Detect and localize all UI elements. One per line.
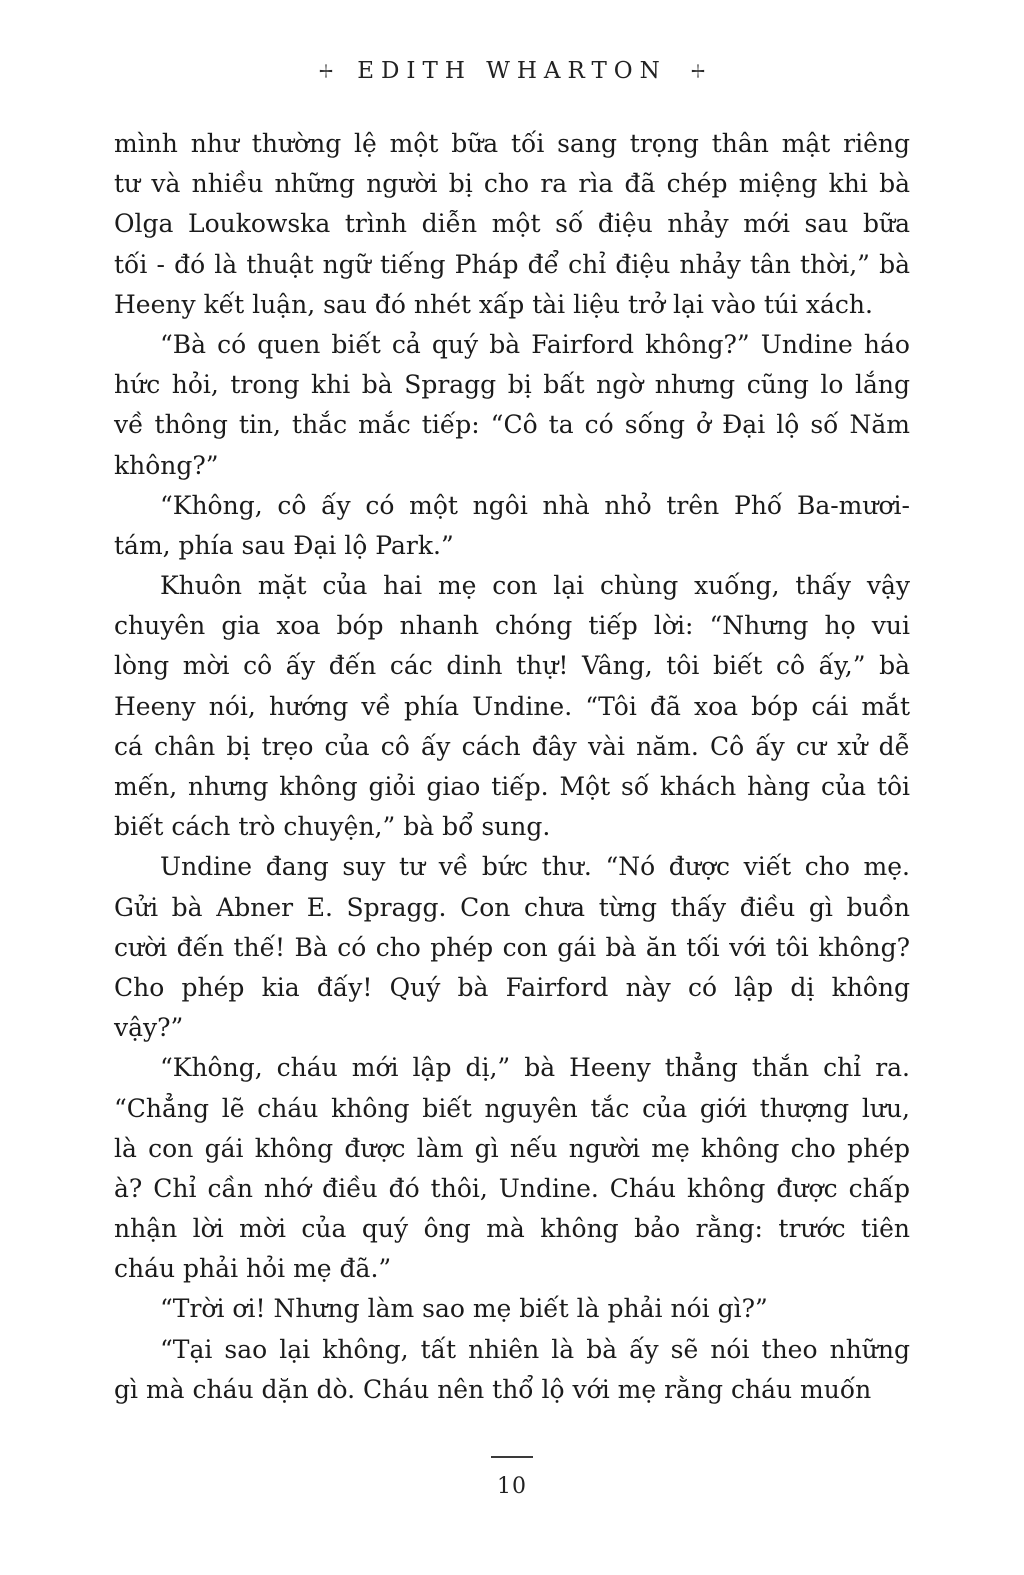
text-line: không?” <box>114 450 219 480</box>
text-line: “Chẳng lẽ cháu không biết nguyên tắc của giới thượng lưu, <box>114 1093 910 1123</box>
cross-ornament-icon <box>691 64 705 78</box>
paragraph <box>114 1048 910 1289</box>
text-line: cười đến thế! Bà có cho phép con gái bà ăn tối với tôi không? <box>114 932 910 962</box>
text-line: “Không, cháu mới lập dị,” bà Heeny thẳng thắn chỉ ra. <box>160 1053 910 1083</box>
text-line: Cho phép kia đấy! Quý bà Fairford này có lập dị không <box>114 972 910 1002</box>
text-line: “Bà có quen biết cả quý bà Fairford không?” Undine háo <box>160 329 910 359</box>
text-line: cá chân bị trẹo của cô ấy cách đây vài năm. Cô ấy cư xử dễ <box>114 731 910 761</box>
text-line: mến, nhưng không giỏi giao tiếp. Một số khách hàng của tôi <box>114 772 910 801</box>
text-line: về thông tin, thắc mắc tiếp: “Cô ta có sống ở Đại lộ số Năm <box>114 410 910 440</box>
text-line: à? Chỉ cần nhớ điều đó thôi, Undine. Cháu không được chấp <box>114 1173 910 1203</box>
text-line: Heeny nói, hướng về phía Undine. “Tôi đã xoa bóp cái mắt <box>114 691 910 721</box>
text-line: biết cách trò chuyện,” bà bổ sung. <box>114 812 551 842</box>
text-line: hức hỏi, trong khi bà Spragg bị bất ngờ nhưng cũng lo lắng <box>114 370 910 400</box>
text-line: nhận lời mời của quý ông mà không bảo rằng: trước tiên <box>114 1214 910 1244</box>
cross-ornament-icon <box>319 64 333 78</box>
paragraph <box>114 124 910 325</box>
text-line: Khuôn mặt của hai mẹ con lại chùng xuống, thấy vậy <box>160 571 910 601</box>
author-running-head: EDITH WHARTON <box>357 58 667 84</box>
footer-divider <box>491 1456 533 1458</box>
paragraph <box>114 566 910 847</box>
text-line: mình như thường lệ một bữa tối sang trọng thân mật riêng <box>114 129 910 158</box>
text-line: gì mà cháu dặn dò. Cháu nên thổ lộ với mẹ rằng cháu muốn <box>114 1374 872 1404</box>
page-number: 10 <box>497 1474 527 1499</box>
paragraph <box>114 1289 910 1329</box>
paragraph <box>114 1330 910 1410</box>
text-line: tối - đó là thuật ngữ tiếng Pháp để chỉ điệu nhảy tân thời,” bà <box>114 249 910 279</box>
text-line: vậy?” <box>114 1013 184 1043</box>
text-line: cháu phải hỏi mẹ đã.” <box>114 1254 392 1284</box>
paragraph <box>114 486 910 566</box>
text-line: là con gái không được làm gì nếu người mẹ không cho phép <box>114 1133 910 1163</box>
page-footer <box>114 1456 910 1499</box>
paragraph <box>114 325 910 486</box>
text-line: Heeny kết luận, sau đó nhét xấp tài liệu trở lại vào túi xách. <box>114 289 873 319</box>
text-line: “Không, cô ấy có một ngôi nhà nhỏ trên Phố Ba-mươi- <box>160 490 910 520</box>
text-line: lòng mời cô ấy đến các dinh thự! Vâng, tôi biết cô ấy,” bà <box>114 651 910 681</box>
text-line: “Tại sao lại không, tất nhiên là bà ấy sẽ nói theo những <box>160 1334 910 1364</box>
text-line: chuyên gia xoa bóp nhanh chóng tiếp lời: “Nhưng họ vui <box>114 611 910 641</box>
body-text <box>114 124 910 1410</box>
text-line: Gửi bà Abner E. Spragg. Con chưa từng thấy điều gì buồn <box>114 892 910 922</box>
text-line: Olga Loukowska trình diễn một số điệu nhảy mới sau bữa <box>114 209 910 239</box>
paragraph <box>114 847 910 1048</box>
text-line: Undine đang suy tư về bức thư. “Nó được viết cho mẹ. <box>160 852 910 882</box>
text-line: “Trời ơi! Nhưng làm sao mẹ biết là phải nói gì?” <box>160 1294 768 1324</box>
running-head <box>114 54 910 88</box>
text-line: tư và nhiều những người bị cho ra rìa đã chép miệng khi bà <box>114 169 910 199</box>
text-line: tám, phía sau Đại lộ Park.” <box>114 530 454 560</box>
